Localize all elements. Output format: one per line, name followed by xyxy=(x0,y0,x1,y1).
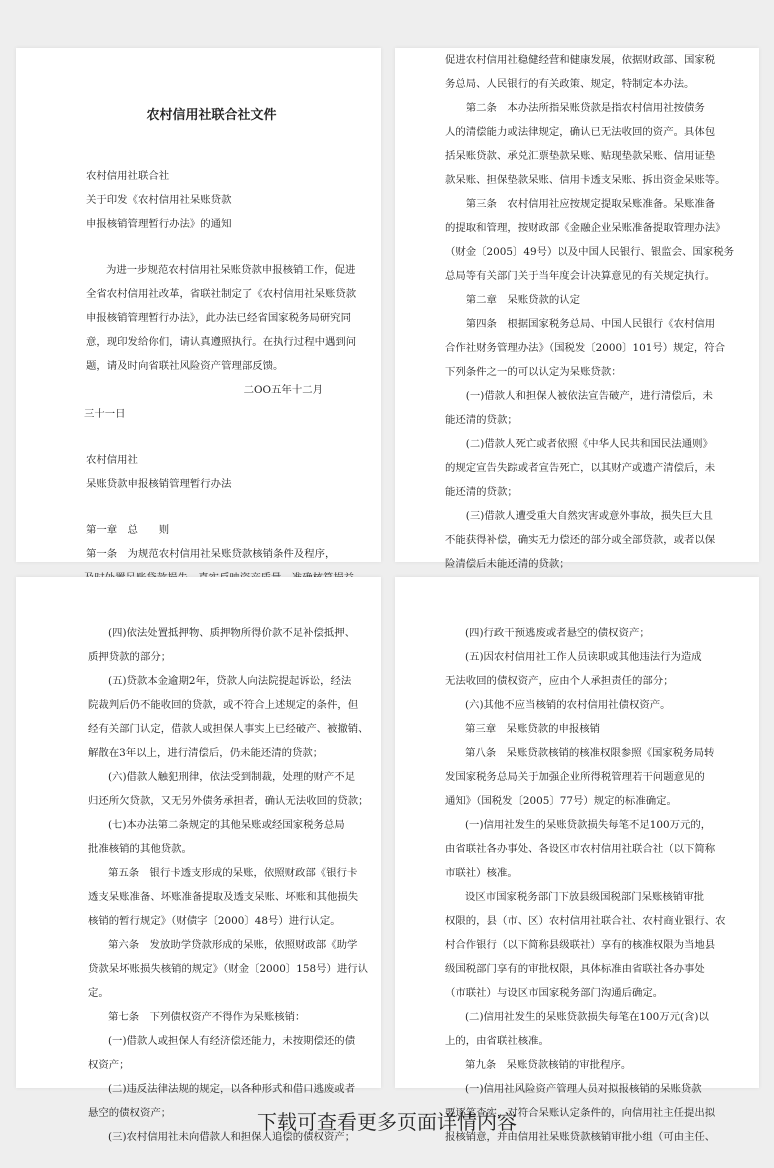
body-line: 报核销意，并由信用社呆账贷款核销审批小组（可由主任、 xyxy=(445,1131,716,1143)
body-line: （市联社）与设区市国家税务部门沟通后确定。 xyxy=(445,987,664,999)
body-line: (四)依法处置抵押物、质押物所得价款不足补偿抵押、 xyxy=(108,627,356,639)
body-line: (四)行政干预逃废或者悬空的债权资产； xyxy=(465,627,650,639)
body-line: 核销的暂行规定》（财债字〔2000〕48号）进行认定。 xyxy=(88,915,341,927)
body-line: (二)信用社发生的呆账贷款损失每笔在100万元(含)以 xyxy=(465,1011,709,1023)
date-line: 二OO五年十二月 xyxy=(243,384,323,396)
body-line: (三)借款人遭受重大自然灾害或意外事故，损失巨大且 xyxy=(445,510,713,522)
body-line: 的提取和管理，按财政部《金融企业呆账准备提取管理办法》 xyxy=(445,222,726,234)
body-line: 悬空的债权资产； xyxy=(88,1107,172,1119)
body-line: 总局等有关部门关于当年度会计决算意见的有关规定执行。 xyxy=(445,270,716,282)
body-line: 第三章 呆账贷款的申报核销 xyxy=(465,723,601,735)
body-line: 发国家税务总局关于加强企业所得税管理若干问题意见的 xyxy=(445,771,705,783)
header-line: 关于印发《农村信用社呆账贷款 xyxy=(86,194,232,206)
body-line: 第一条 为规范农村信用社呆账贷款核销条件及程序， xyxy=(86,548,336,560)
body-line: 要逐笔查实，对符合呆账认定条件的，向信用社主任提出拟 xyxy=(445,1107,716,1119)
body-line: 权资产； xyxy=(88,1059,130,1071)
body-line: 第六条 发放助学贷款形成的呆账，依照财政部《助学 xyxy=(108,939,358,951)
page-text-block xyxy=(88,621,369,1149)
body-line: 能还清的贷款； xyxy=(445,414,518,426)
body-line: 全省农村信用社改革，省联社制定了《农村信用社呆账贷款 xyxy=(86,288,357,300)
body-line: 村合作银行（以下简称县级联社）享有的核准权限为当地县 xyxy=(445,939,716,951)
header-line: 申报核销管理暂行办法》的通知 xyxy=(86,218,232,230)
body-line: 不能获得补偿，确实无力偿还的部分或全部贷款，或者以保 xyxy=(445,534,716,546)
body-line: 院裁判后仍不能收回的贷款，或不符合上述规定的条件，但 xyxy=(88,699,359,711)
body-line: 归还所欠贷款，又无另外债务承担者，确认无法收回的贷款； xyxy=(88,795,369,807)
body-line: 权限的，县（市、区）农村信用社联合社、农村商业银行、农 xyxy=(445,915,726,927)
body-line: (一)借款人和担保人被依法宣告破产，进行清偿后，未 xyxy=(445,390,713,402)
body-line: 透支呆账准备、坏账准备提取及透支呆账、坏账和其他损失 xyxy=(88,891,359,903)
body-line: (六)其他不应当核销的农村信用社债权资产。 xyxy=(465,699,671,711)
sign-line: 呆账贷款申报核销管理暂行办法 xyxy=(86,478,232,490)
body-line: 第七条 下列债权资产不得作为呆账核销： xyxy=(108,1011,306,1023)
page-text-block xyxy=(445,621,726,1149)
body-line: 第五条 银行卡透支形成的呆账，依照财政部《银行卡 xyxy=(108,867,358,879)
body-line: 意，现印发给你们，请认真遵照执行。在执行过程中遇到问 xyxy=(86,336,357,348)
sign-line: 农村信用社 xyxy=(86,454,138,466)
body-line: (一)信用社风险资产管理人员对拟报核销的呆账贷款 xyxy=(465,1083,702,1095)
body-line: 解散在3年以上，进行清偿后，仍未能还清的贷款； xyxy=(88,747,324,759)
document-page-4 xyxy=(395,577,759,1143)
body-line: (三)农村信用社未向借款人和担保人追偿的债权资产； xyxy=(108,1131,356,1143)
body-line: (五)因农村信用社工作人员读职或其他违法行为造成 xyxy=(465,651,702,663)
body-line: 能还清的贷款； xyxy=(445,486,518,498)
body-line: 合作社财务管理办法》（国税发〔2000〕101号）规定，符合 xyxy=(445,342,726,354)
chapter-heading: 第一章 总 则 xyxy=(86,524,170,536)
body-line: 题，请及时向省联社风险资产管理部反馈。 xyxy=(86,360,284,372)
body-line: (五)贷款本金逾期2年，贷款人向法院提起诉讼，经法 xyxy=(108,675,352,687)
download-more-caption: 下载可查看更多页面详情内容 xyxy=(257,1110,517,1134)
body-line: (一)信用社发生的呆账贷款损失每笔不足100万元的， xyxy=(465,819,712,831)
body-line: 险清偿后未能还清的贷款； xyxy=(445,558,570,570)
body-line: 第九条 呆账贷款核销的审批程序。 xyxy=(465,1059,632,1071)
body-line: 第三条 农村信用社应按规定提取呆账准备。呆账准备 xyxy=(445,198,716,210)
body-line: 为进一步规范农村信用社呆账贷款申报核销工作，促进 xyxy=(106,264,356,276)
body-line: 促进农村信用社稳健经营和健康发展，依据财政部、国家税 xyxy=(445,54,716,66)
page-text-block xyxy=(445,48,735,576)
body-line: 设区市国家税务部门下放县级国税部门呆账核销审批 xyxy=(465,891,704,903)
document-page-3 xyxy=(16,577,381,1143)
body-line: (一)借款人或担保人有经济偿还能力，未按期偿还的债 xyxy=(108,1035,356,1047)
body-line: （财金〔2005〕49号）以及中国人民银行、银监会、国家税务 xyxy=(445,246,735,258)
header-line: 农村信用社联合社 xyxy=(86,170,170,182)
body-line: 第四条 根据国家税务总局、中国人民银行《农村信用 xyxy=(445,318,716,330)
document-page-2 xyxy=(395,48,759,570)
body-line: (二)违反法律法规的规定，以各种形式和借口逃废或者 xyxy=(108,1083,356,1095)
body-line: (六)借款人触犯刑律，依法受到制裁，处理的财产不足 xyxy=(108,771,356,783)
body-line: 括呆账贷款、承兑汇票垫款呆账、贴现垫款呆账、信用证垫 xyxy=(445,150,716,162)
body-line: 通知》（国税发〔2005〕77号）规定的标准确定。 xyxy=(445,795,677,807)
date-line: 三十一日 xyxy=(84,408,126,420)
body-line: 由省联社各办事处、各设区市农村信用社联合社（以下简称 xyxy=(445,843,716,855)
body-line: (二)借款人死亡或者依照《中华人民共和国民法通则》 xyxy=(445,438,713,450)
body-line: 申报核销管理暂行办法》，此办法已经省国家税务局研究同 xyxy=(86,312,351,324)
body-line: 上的，由省联社核准。 xyxy=(445,1035,549,1047)
body-line: 质押贷款的部分； xyxy=(88,651,172,663)
body-line: 第二章 呆账贷款的认定 xyxy=(445,294,581,306)
body-line: 下列条件之一的可以认定为呆账贷款： xyxy=(445,366,622,378)
body-line: 第二条 本办法所指呆账贷款是指农村信用社按债务 xyxy=(445,102,705,114)
body-line: 定。 xyxy=(88,987,109,999)
body-line: 第八条 呆账贷款核销的核准权限参照《国家税务局转 xyxy=(465,747,715,759)
body-line: 级国税部门享有的审批权限，具体标准由省联社各办事处 xyxy=(445,963,705,975)
body-line: 贷款呆坏账损失核销的规定》（财金〔2000〕158号）进行认 xyxy=(88,963,369,975)
body-line: 人的清偿能力或法律规定，确认已无法收回的资产。具体包 xyxy=(445,126,716,138)
body-line: 务总局、人民银行的有关政策、规定，特制定本办法。 xyxy=(445,78,695,90)
body-line: 款呆账、担保垫款呆账、信用卡透支呆账、拆出资金呆账等。 xyxy=(445,174,726,186)
body-line: (七)本办法第二条规定的其他呆账或经国家税务总局 xyxy=(108,819,345,831)
body-line: 经有关部门认定，借款人或担保人事实上已经破产、被撤销、 xyxy=(88,723,369,735)
body-line: 无法收回的债权资产，应由个人承担责任的部分； xyxy=(445,675,674,687)
body-line: 的规定宣告失踪或者宣告死亡，以其财产或遗产清偿后，未 xyxy=(445,462,716,474)
body-line: 批准核销的其他贷款。 xyxy=(88,843,192,855)
document-page-1 xyxy=(16,48,381,562)
document-title: 农村信用社联合社文件 xyxy=(146,108,277,123)
body-line: 市联社）核准。 xyxy=(445,867,518,879)
